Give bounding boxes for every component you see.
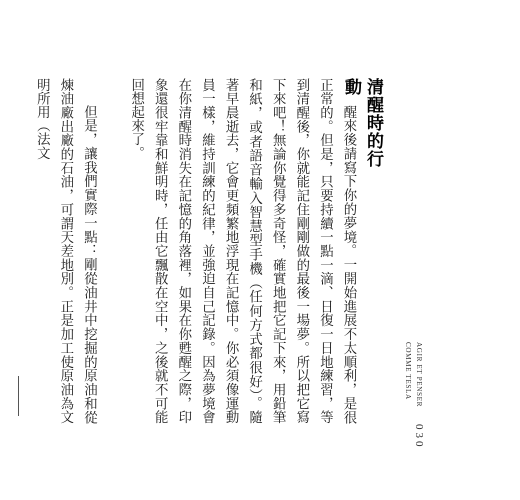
body-text [34,78,360,424]
section-heading: 清醒時的行動 [341,78,383,168]
header-rule [18,376,19,416]
running-header-line-2: COMME TESLA [404,342,412,400]
running-header-line-1: AGIR ET PENSER [415,342,423,407]
paragraph-1: 醒來後請寫下你的夢境。一開始進展不太順利，是很正常的。但是，只要持續一點一滴、日復一日地練習，等到清醒後，你就能記住剛剛做的最後一場夢。所以把它寫下來吧！無論你覺得多奇怪，確實地把它記下來，用鉛筆和紙，或者語音輸入智慧型手機（任何方式都很好）。隨著早晨逝去，它會更頻繁地浮現在記憶中。你必須像運動員一樣，維持訓練的紀律，並強迫自己記錄。因為夢境會在你清醒時消失在記憶的角落裡，如果在你甦醒之際，印象還很牢靠和鮮明時，任由它飄散在空中，之後就不可能回想起來了。 [128,78,356,424]
running-header-title [400,342,424,426]
page-number: 030 [413,424,425,450]
paragraph-2: 但是，讓我們實際一點：剛從油井中挖掘的原油和從煉油廠出廠的石油，可謂天差地別。正是加工使原油為文明所用（法文 [34,78,97,424]
